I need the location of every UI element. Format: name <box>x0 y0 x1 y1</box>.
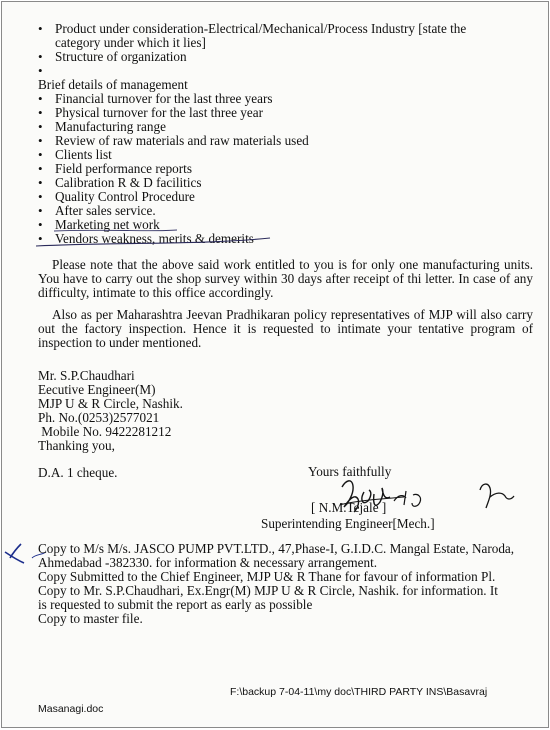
contact-office: MJP U & R Circle, Nashik. <box>38 396 183 411</box>
top-bullet-1-continuation: category under which it lies] <box>55 35 206 50</box>
contact-phone: Ph. No.(0253)2577021 <box>38 410 160 425</box>
management-heading: Brief details of management <box>38 77 188 92</box>
bullet-marker: • <box>38 49 43 64</box>
paragraph-factory-inspection: Also as per Maharashtra Jeevan Pradhikaran policy representatives of MJP will also carry out the factory inspection. Hence it is requested to intimate your tentative program of inspection to under mentioned. <box>38 307 533 351</box>
copy-line-1: Copy to M/s M/s. JASCO PUMP PVT.LTD., 47,Phase-I, G.I.D.C. Mangal Estate, Naroda, <box>38 541 515 556</box>
mgmt-bullet-1: Financial turnover for the last three years <box>55 91 273 106</box>
contact-name: Mr. S.P.Chaudhari <box>38 368 135 383</box>
bullet-marker: • <box>38 21 43 36</box>
bullet-marker: • <box>38 161 43 176</box>
bullet-marker: • <box>38 147 43 162</box>
copy-line-3: Copy Submitted to the Chief Engineer, MJP U& R Thane for favour of information Pl. <box>38 569 496 584</box>
blue-ink-tick-mark <box>2 2 548 582</box>
thanking-line: Thanking you, <box>38 438 115 453</box>
mgmt-bullet-2: Physical turnover for the last three year <box>55 105 263 120</box>
signatory-name: [ N.M.Tejale ] <box>311 500 387 515</box>
bullet-marker: • <box>38 105 43 120</box>
mgmt-bullet-8: Quality Control Procedure <box>55 189 195 204</box>
bullet-marker: • <box>38 217 43 232</box>
bullet-marker: • <box>38 119 43 134</box>
footer-file-path: F:\backup 7-04-11\my doc\THIRD PARTY INS\Basavraj <box>230 686 488 698</box>
bullet-marker: • <box>38 91 43 106</box>
top-bullet-1: Product under consideration-Electrical/Mechanical/Process Industry [state the <box>55 21 467 36</box>
mgmt-bullet-3: Manufacturing range <box>55 119 166 134</box>
paragraph-shop-survey: Please note that the above said work entitled to you is for only one manufacturing units. You have to carry out the shop survey within 30 days after receipt of thi letter. In case of any difficulty, intimate to this office accordingly. <box>38 257 533 301</box>
copy-line-2: Ahmedabad -382330. for information & necessary arrangement. <box>38 555 378 570</box>
contact-designation: Eecutive Engineer(M) <box>38 382 156 397</box>
bullet-marker: • <box>38 63 43 78</box>
bullet-marker: • <box>38 189 43 204</box>
bullet-marker: • <box>38 133 43 148</box>
enclosure-line: D.A. 1 cheque. <box>38 465 118 480</box>
copy-line-6: Copy to master file. <box>38 611 143 626</box>
mgmt-bullet-11: Vendors weakness, merits & demerits <box>55 231 254 246</box>
bullet-marker: • <box>38 203 43 218</box>
document-page <box>1 1 549 728</box>
mgmt-bullet-5: Clients list <box>55 147 112 162</box>
copy-line-4: Copy to Mr. S.P.Chaudhari, Ex.Engr(M) MJP U & R Circle, Nashik. for information. It <box>38 583 498 598</box>
top-bullet-2: Structure of organization <box>55 49 187 64</box>
mgmt-bullet-6: Field performance reports <box>55 161 192 176</box>
mgmt-bullet-7: Calibration R & D facilitics <box>55 175 202 190</box>
mgmt-bullet-4: Review of raw materials and raw materials used <box>55 133 309 148</box>
bullet-marker: • <box>38 175 43 190</box>
mgmt-bullet-9: After sales service. <box>55 203 156 218</box>
mgmt-bullet-10: Marketing net work <box>55 217 160 232</box>
contact-mobile: Mobile No. 9422281212 <box>38 424 172 439</box>
bullet-marker: • <box>38 231 43 246</box>
signatory-title: Superintending Engineer[Mech.] <box>261 516 435 531</box>
closing-yours-faithfully: Yours faithfully <box>308 464 392 479</box>
copy-line-5: is requested to submit the report as early as possible <box>38 597 313 612</box>
footer-filename: Masanagi.doc <box>38 703 104 715</box>
